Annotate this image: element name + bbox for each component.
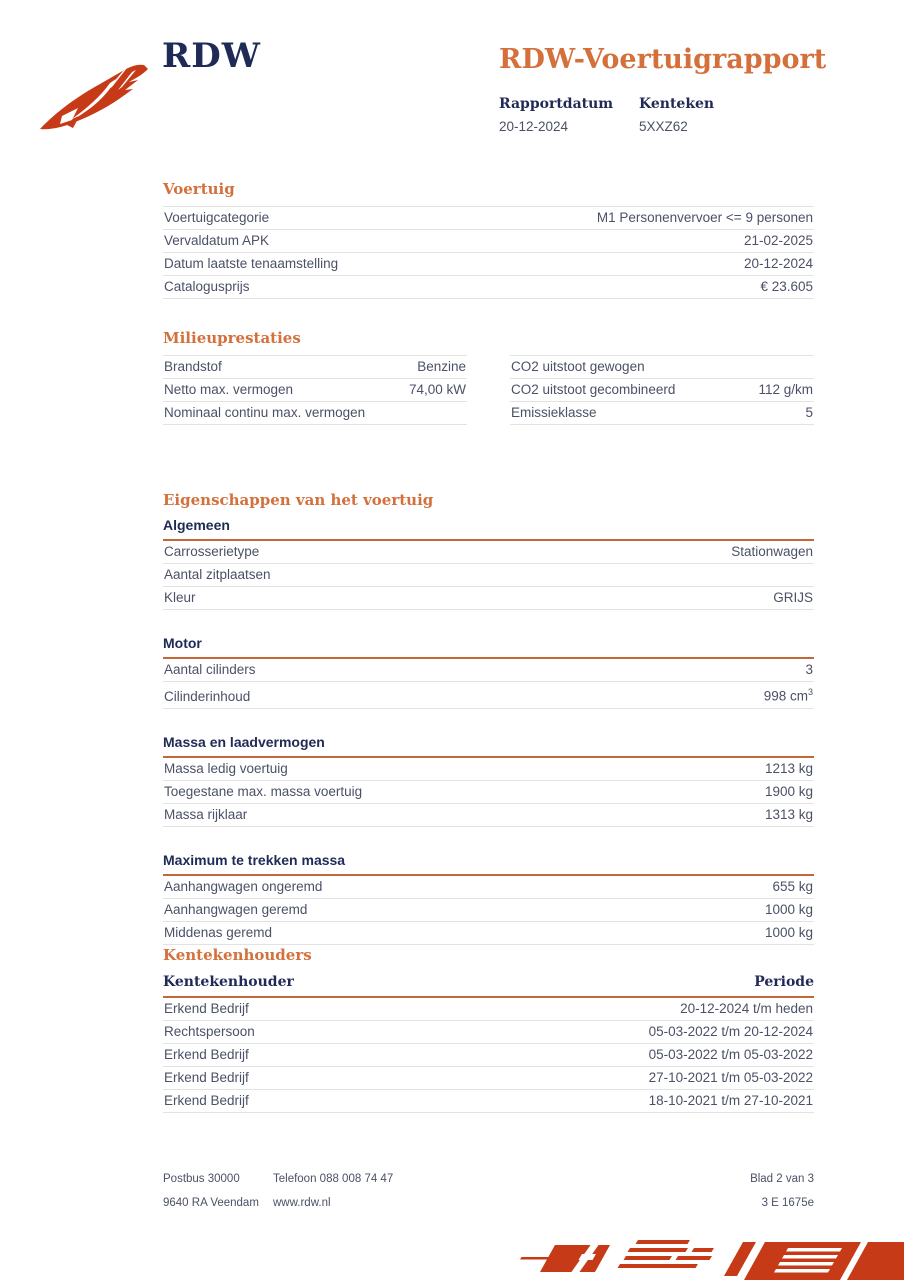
holder-period: 05-03-2022 t/m 20-12-2024	[648, 1024, 813, 1039]
row-value: GRIJS	[773, 590, 813, 605]
row-label: Aanhangwagen geremd	[164, 901, 308, 917]
holder-period: 05-03-2022 t/m 05-03-2022	[648, 1047, 813, 1062]
table-row	[163, 276, 814, 299]
rdw-logo-swoosh-icon	[38, 56, 150, 136]
table-row	[163, 758, 814, 781]
row-value: 74,00 kW	[408, 382, 466, 397]
table-row	[163, 541, 814, 564]
row-value: 655 kg	[772, 878, 813, 894]
row-value: 20-12-2024	[743, 256, 813, 271]
license-plate-value: 5XXZ62	[639, 119, 688, 134]
voertuig-table	[163, 206, 814, 299]
footer-page-info	[750, 1167, 814, 1215]
page-title: RDW-Voertuigrapport	[499, 44, 827, 75]
row-label: Emissieklasse	[511, 405, 597, 420]
footer-page-indicator: Blad 2 van 3	[750, 1173, 814, 1185]
row-label: Kleur	[164, 590, 196, 605]
table-row	[163, 781, 814, 804]
footer-form-code: 3 E 1675e	[761, 1197, 814, 1209]
table-row	[163, 587, 814, 610]
table-row	[163, 876, 814, 899]
table-row	[163, 230, 814, 253]
table-row	[510, 379, 814, 402]
milieu-two-column-table	[163, 355, 814, 425]
table-row	[163, 682, 814, 709]
footer-phone: Telefoon 088 008 74 47	[273, 1173, 394, 1185]
subsection-title: Maximum te trekken massa	[163, 851, 346, 868]
holder-name: Erkend Bedrijf	[164, 1047, 249, 1062]
holders-column-headers	[163, 972, 814, 996]
footer-contact	[273, 1167, 750, 1215]
holder-period: 27-10-2021 t/m 05-03-2022	[648, 1070, 813, 1085]
section-title-eigenschappen: Eigenschappen van het voertuig	[163, 491, 434, 509]
table-row	[163, 379, 467, 402]
row-label: Brandstof	[164, 359, 222, 374]
license-plate-label: Kenteken	[639, 96, 715, 112]
row-label: Massa ledig voertuig	[164, 760, 288, 776]
report-date-label: Rapportdatum	[499, 96, 614, 112]
row-value: 5	[805, 405, 813, 420]
footer-postbus: Postbus 30000	[163, 1173, 240, 1185]
holder-name: Erkend Bedrijf	[164, 1070, 249, 1085]
footer-address	[163, 1167, 273, 1215]
subsection-massa-laadvermogen	[163, 734, 814, 827]
row-label: Vervaldatum APK	[164, 233, 270, 248]
row-label: CO2 uitstoot gecombineerd	[511, 382, 676, 397]
rdw-logo-wordmark: RDW	[162, 36, 261, 76]
value-text: 998 cm	[763, 688, 808, 704]
section-title-voertuig: Voertuig	[163, 180, 235, 198]
table-row	[510, 356, 814, 379]
row-value: 21-02-2025	[743, 233, 813, 248]
license-plate-block	[639, 96, 779, 134]
holder-name: Rechtspersoon	[164, 1024, 255, 1039]
row-value: Stationwagen	[731, 544, 813, 559]
section-title-kentekenhouders: Kentekenhouders	[163, 946, 312, 964]
subsection-motor	[163, 635, 814, 709]
row-value: € 23.605	[760, 279, 813, 294]
section-kentekenhouders	[163, 946, 814, 1113]
trekken-massa-table	[163, 876, 814, 945]
column-header-kentekenhouder: Kentekenhouder	[163, 974, 294, 990]
row-value: 3	[805, 662, 813, 677]
section-eigenschappen	[163, 491, 814, 945]
column-header-periode: Periode	[754, 974, 814, 990]
row-label: Datum laatste tenaamstelling	[164, 256, 339, 271]
row-value: 1213 kg	[764, 760, 813, 776]
report-date-value: 20-12-2024	[499, 119, 569, 134]
table-row	[163, 356, 467, 379]
speed-stripes-graphic	[518, 1234, 904, 1280]
row-value: 1900 kg	[764, 783, 813, 799]
row-label: Catalogusprijs	[164, 279, 250, 294]
report-date-block	[499, 96, 639, 134]
table-row	[163, 659, 814, 682]
table-row	[163, 564, 814, 587]
holder-period: 20-12-2024 t/m heden	[680, 1001, 813, 1016]
subsection-algemeen	[163, 517, 814, 610]
table-row	[163, 207, 814, 230]
table-row	[510, 402, 814, 425]
row-label: Aanhangwagen ongeremd	[164, 878, 323, 894]
row-label: Netto max. vermogen	[164, 382, 294, 397]
table-row	[163, 804, 814, 827]
row-label: Aantal cilinders	[164, 662, 256, 677]
row-value: 112 g/km	[758, 382, 813, 397]
column-gap	[467, 355, 510, 425]
holder-name: Erkend Bedrijf	[164, 1093, 249, 1108]
table-row	[163, 253, 814, 276]
algemeen-table	[163, 541, 814, 610]
table-row	[163, 1067, 814, 1090]
row-label: Middenas geremd	[164, 924, 273, 940]
table-row	[163, 1090, 814, 1113]
row-label: Cilinderinhoud	[164, 688, 251, 704]
table-row	[163, 899, 814, 922]
subsection-title: Algemeen	[163, 517, 230, 533]
row-label: Aantal zitplaatsen	[164, 567, 271, 582]
footer-website: www.rdw.nl	[273, 1197, 331, 1209]
row-label: Voertuigcategorie	[164, 210, 270, 225]
row-value: Benzine	[417, 359, 466, 374]
kentekenhouders-table	[163, 998, 814, 1113]
table-row	[163, 1021, 814, 1044]
table-row	[163, 998, 814, 1021]
milieu-right-column	[510, 355, 814, 425]
row-label: CO2 uitstoot gewogen	[511, 359, 645, 374]
row-label: Carrosserietype	[164, 544, 260, 559]
row-value	[764, 685, 813, 704]
subsection-title: Massa en laadvermogen	[163, 733, 325, 750]
row-label: Nominaal continu max. vermogen	[164, 405, 366, 420]
table-row	[163, 402, 467, 425]
footer-city: 9640 RA Veendam	[163, 1197, 259, 1209]
section-title-milieuprestaties: Milieuprestaties	[163, 329, 301, 347]
milieu-left-column	[163, 355, 467, 425]
massa-table	[163, 758, 814, 827]
row-value: M1 Personenvervoer <= 9 personen	[596, 210, 813, 225]
motor-table	[163, 659, 814, 709]
row-value: 1000 kg	[764, 901, 813, 917]
row-label: Massa rijklaar	[164, 806, 248, 822]
table-row	[163, 1044, 814, 1067]
page-footer	[163, 1167, 814, 1215]
section-voertuig	[163, 180, 814, 299]
value-superscript: 3	[807, 687, 813, 697]
holder-name: Erkend Bedrijf	[164, 1001, 249, 1016]
section-milieuprestaties	[163, 329, 814, 425]
row-label: Toegestane max. massa voertuig	[164, 783, 363, 799]
table-row	[163, 922, 814, 945]
subsection-title: Motor	[163, 635, 202, 651]
report-meta	[499, 96, 779, 134]
row-value: 1000 kg	[764, 924, 813, 940]
subsection-maximum-trekken-massa	[163, 852, 814, 945]
holder-period: 18-10-2021 t/m 27-10-2021	[648, 1093, 813, 1108]
row-value: 1313 kg	[764, 806, 813, 822]
